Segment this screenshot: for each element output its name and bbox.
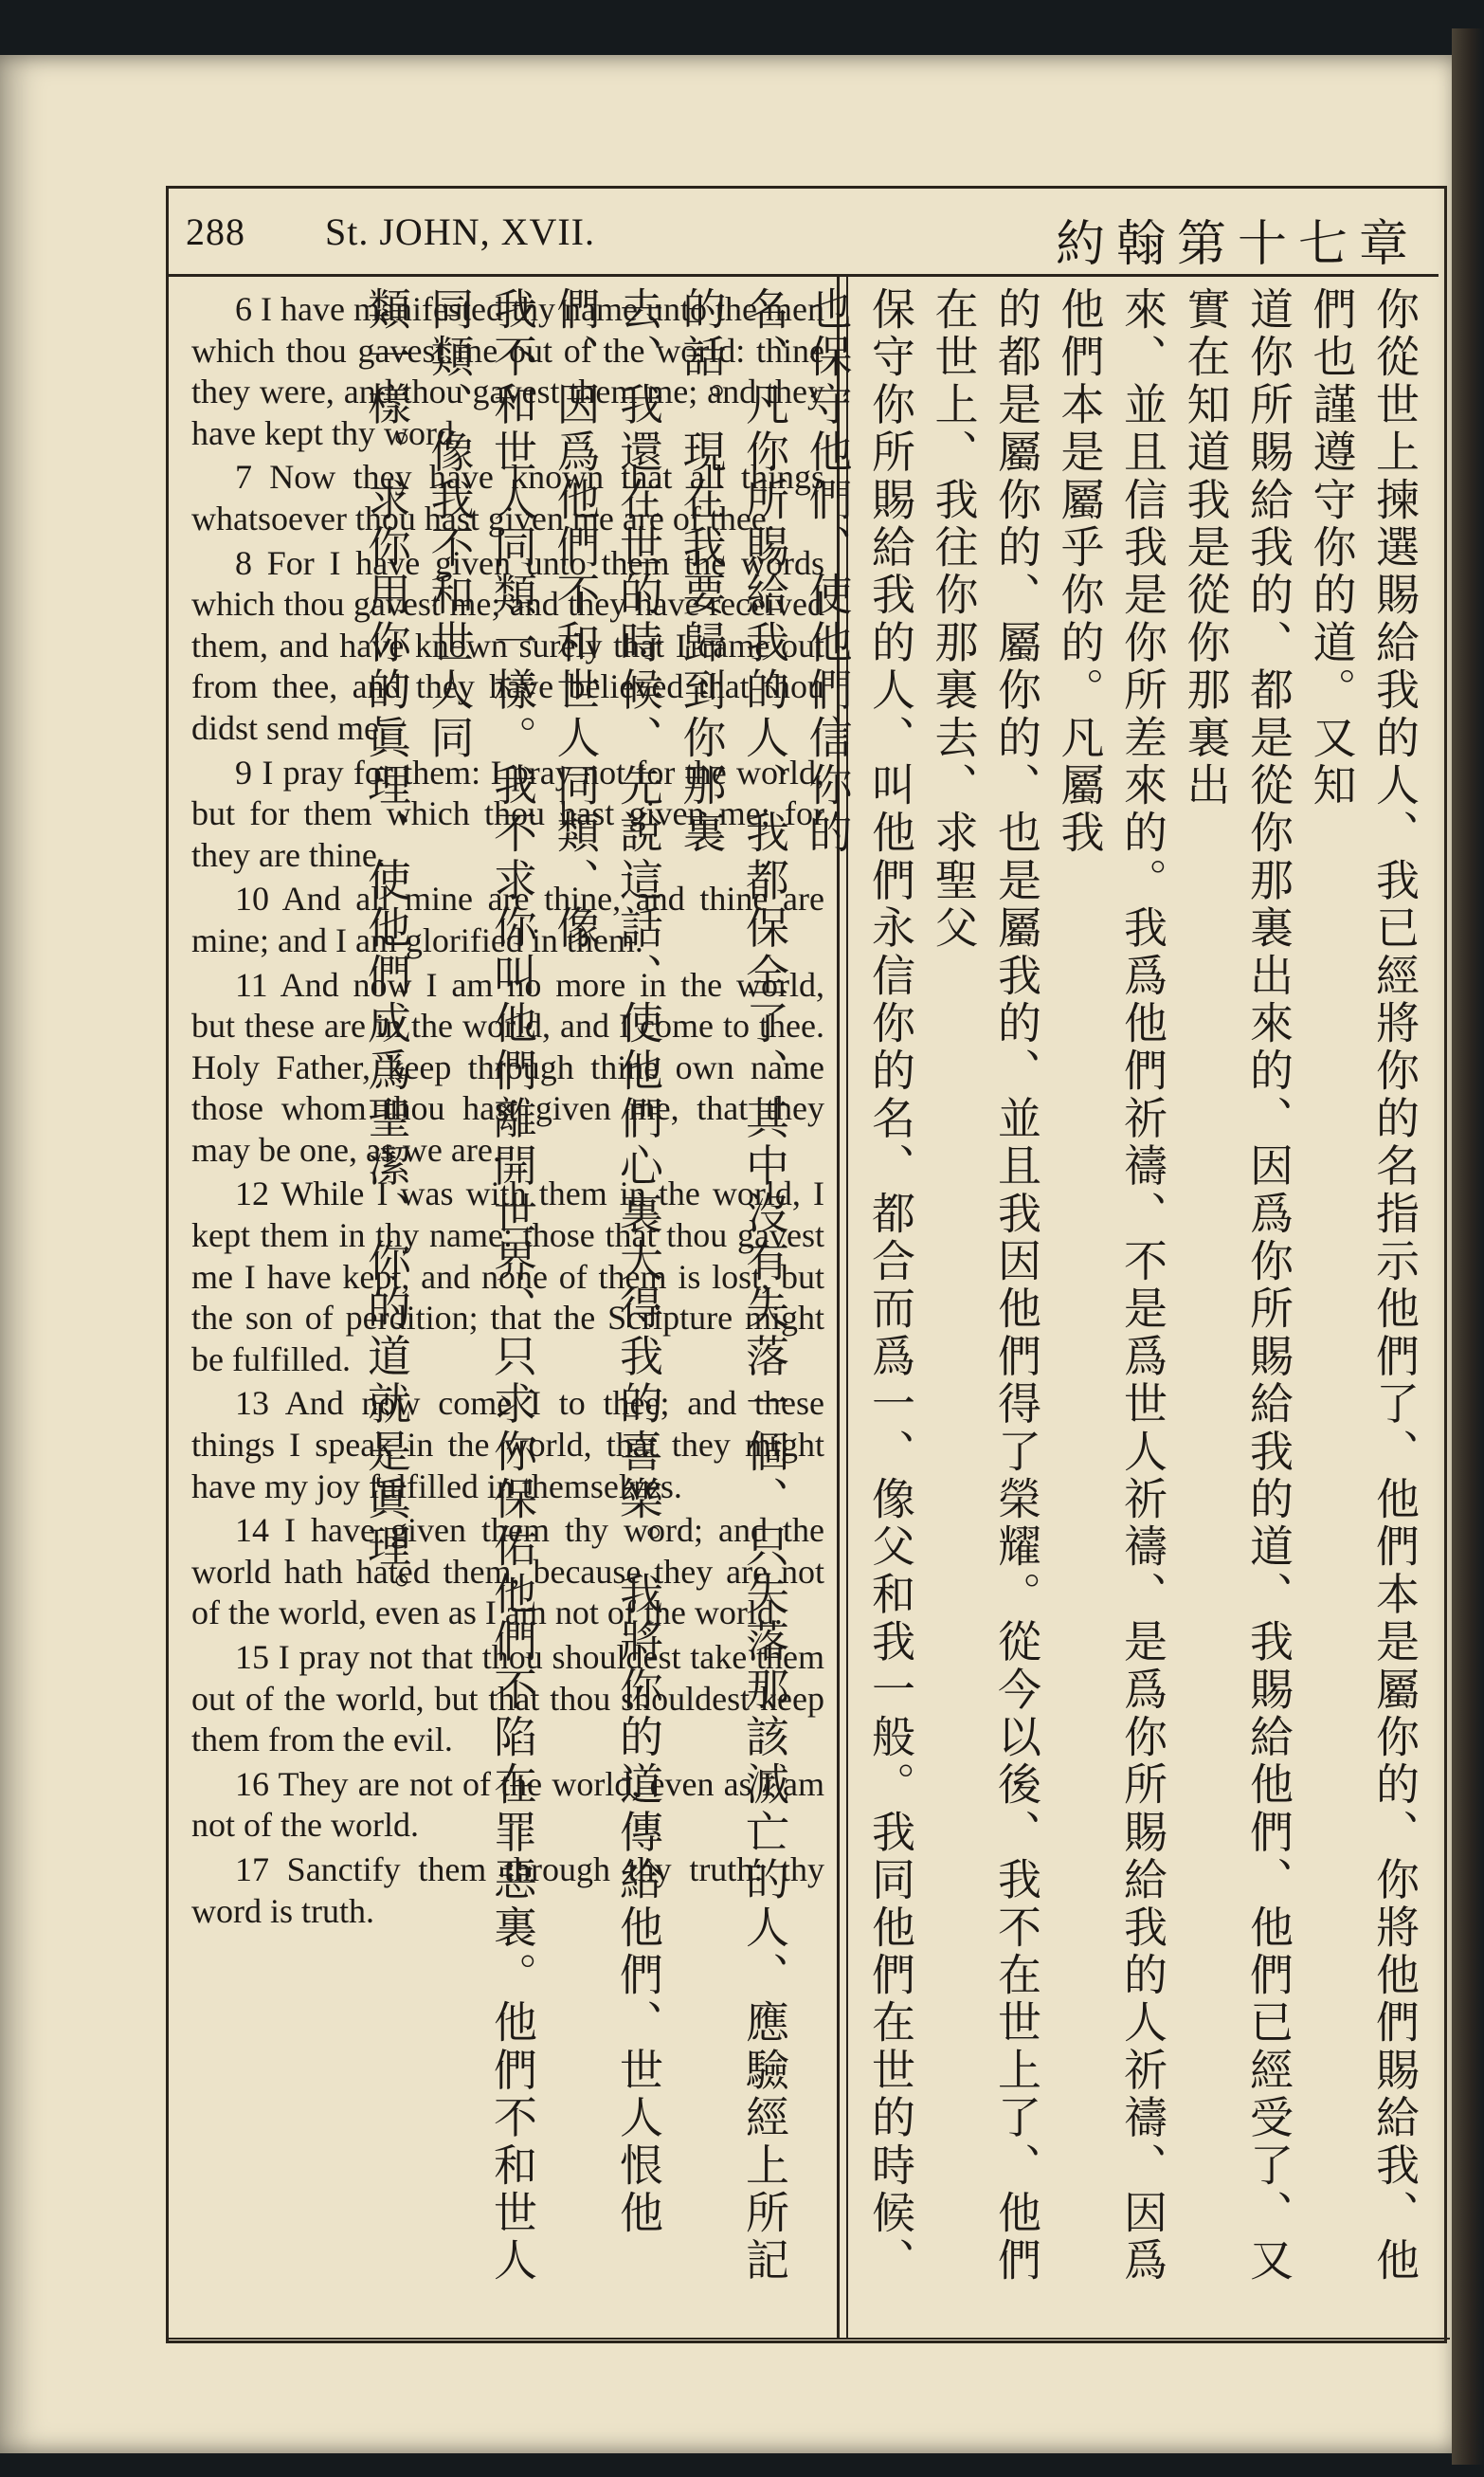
verse-15: 15 I pray not that thou shouldest take them out of the world, but that thou shouldest keep them from the evil. — [191, 1638, 824, 1759]
verse-10: 10 And all mine are thine, and thine are mine; and I am glorified in them. — [191, 880, 824, 959]
verse-6: 6 I have manifested thy name unto the men which thou gavest me out of the world: thine they were, and thou gavest them me; and they have kept thy word. — [191, 290, 824, 452]
chinese-column: 類一樣。求你用你的眞理、使他們成爲聖潔、你的道就是眞理。 — [361, 286, 412, 1619]
chinese-column: 來、並且信我是你所差來的。我爲他們祈禱、不是爲世人祈禱、是爲你所賜給我的人祈禱、因爲他們本是屬乎你的。凡屬我 — [1054, 286, 1168, 2286]
bottom-rule — [166, 2338, 1450, 2340]
verse-8: 8 For I have given unto them the words which thou gavest me; and they have received them, and have known surely that I came out from thee, and they have believed that thou didst send me. — [191, 543, 824, 747]
chinese-column: 我不和世人同類一樣。我不求你叫他們離開世界、只求你保佑他們不陷在罪惡裏。他們不和世人同類、像我不和世人同 — [424, 286, 538, 2286]
verse-16: 16 They are not of the world, even as I am not of the world. — [191, 1764, 824, 1845]
verse-9: 9 I pray for them: I pray not for the world, but for them which thou hast given me; for they are thine. — [191, 753, 824, 874]
book-binding-edge — [1452, 28, 1484, 2465]
page-number: 288 — [186, 210, 245, 253]
chinese-column: 名、凡你所賜給我的人、我都保全了、其中沒有失落一個、只失落那該滅亡的人、應驗經上所記的話。現在我要歸到你那裏 — [676, 286, 790, 2286]
chinese-column: 你從世上揀選賜給我的人、我已經將你的名指示他們了、他們本是屬你的、你將他們賜給我、他們也謹遵守你的道。又知 — [1306, 286, 1421, 2286]
chinese-column: 去、我還在世的時候、先說這話、使他們心裏大得我的喜樂。我將你的道傳給他們、世人恨他們、因爲他們不和世人同類、像 — [550, 286, 664, 2238]
verse-12: 12 While I was with them in the world, I kept them in thy name: those that thou gavest me I have kept, and none of them is lost, but the son of perdition; that the Scripture might be fulfilled. — [191, 1175, 824, 1378]
page-title: St. JOHN, XVII. — [325, 210, 595, 253]
chinese-column: 保守你所賜給我的人、叫他們永信你的名、都合而爲一、像父和我一般。我同他們在世的時候、也保守他們、使他們信你的 — [802, 286, 916, 2286]
verse-17: 17 Sanctify them through thy truth: thy word is truth. — [191, 1849, 824, 1930]
running-header — [169, 189, 1439, 277]
verse-14: 14 I have given them thy word; and the world hath hated them, because they are not of the world, even as I am not of the world. — [191, 1511, 824, 1632]
verse-7: 7 Now they have known that all things whatsoever thou hast given me are of thee. — [191, 458, 824, 537]
page-title-chinese: 約翰第十七章 — [1055, 216, 1420, 273]
verse-11: 11 And now I am no more in the world, but these are in the world, and I come to thee. Holy Father, keep through thine own name those whom thou hast given me, that they may be one, as we are. — [191, 965, 824, 1169]
chinese-column: 道你所賜給我的、都是從你那裏出來的、因爲你所賜給我的道、我賜給他們、他們已經受了、又實在知道我是從你那裏出 — [1180, 286, 1294, 2286]
chinese-column: 的都是屬你的、屬你的、也是屬我的、並且我因他們得了榮耀。從今以後、我不在世上了、他們在世上、我往你那裏去、求聖父 — [928, 286, 1042, 2286]
verse-13: 13 And now come I to thee; and these things I speak in the world, that they might have my joy fulfilled in themselves. — [191, 1384, 824, 1505]
